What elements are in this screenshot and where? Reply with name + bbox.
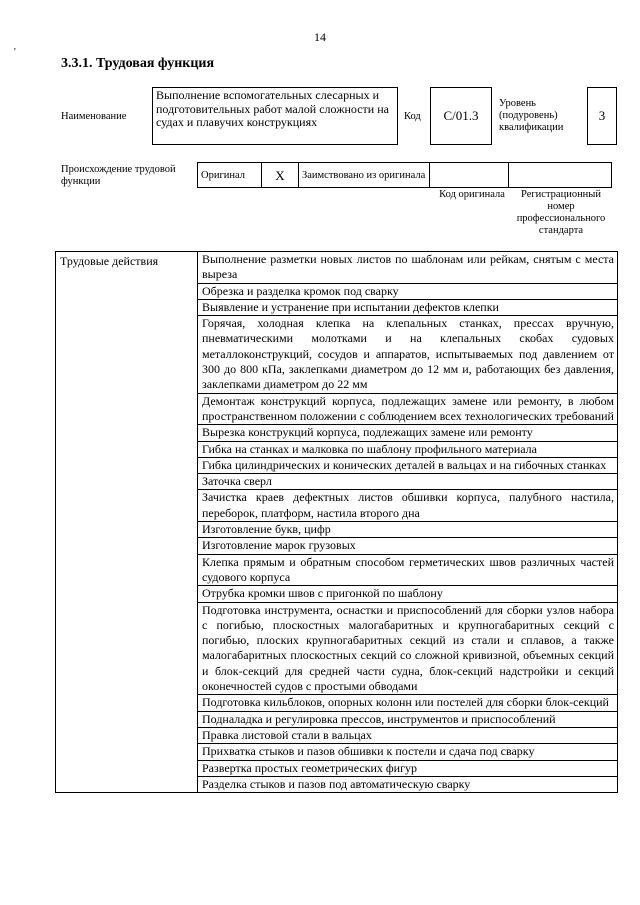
labor-action-item: Подготовка инструмента, оснастки и приспособлений для сборки узлов набора с погибью, плоскостных малогабаритных и крупногабаритных секций с погибью, плоских крупногабаритных секций из стали и сплавов, а также малогабаритных плоскостных секций со сложной кривизной, объемных секций и блок-секций для средней части судна, блок-секций надстройки и секций оконечностей судов с простыми обводами xyxy=(198,602,618,695)
labor-action-item: Изготовление марок грузовых xyxy=(198,538,618,554)
code-original-cell xyxy=(430,163,509,188)
labor-action-item: Клепка прямым и обратным способом герметических швов различных частей судового корпуса xyxy=(198,554,618,586)
labor-action-item: Подналадка и регулировка прессов, инструментов и приспособлений xyxy=(198,711,618,727)
name-label: Наименование xyxy=(61,111,127,122)
code-original-label: Код оригинала xyxy=(439,189,505,200)
labor-actions-table xyxy=(55,251,618,793)
labor-action-item: Выявление и устранение при испытании дефектов клепки xyxy=(198,299,618,315)
original-mark: X xyxy=(262,163,299,188)
corner-mark: ' xyxy=(14,47,16,58)
labor-action-item: Правка листовой стали в вальцах xyxy=(198,727,618,743)
labor-actions-label: Трудовые действия xyxy=(56,252,198,793)
labor-action-item: Обрезка и разделка кромок под сварку xyxy=(198,283,618,299)
labor-action-item: Демонтаж конструкций корпуса, подлежащих замене или ремонту, в любом пространственном положении с соблюдением всех технологических требований xyxy=(198,393,618,425)
page-number: 14 xyxy=(314,30,326,44)
labor-action-item: Заточка сверл xyxy=(198,474,618,490)
table-row xyxy=(56,252,618,284)
labor-action-item: Гибка на станках и малковка по шаблону профильного материала xyxy=(198,441,618,457)
labor-action-item: Подготовка кильблоков, опорных колонн или постелей для сборки блок-секций xyxy=(198,695,618,711)
code-value-box: C/01.3 xyxy=(430,87,492,145)
borrowed-label: Заимствовано из оригинала xyxy=(299,163,430,188)
labor-action-item: Изготовление букв, цифр xyxy=(198,522,618,538)
labor-action-item: Развертка простых геометрических фигур xyxy=(198,760,618,776)
origin-label: Происхождение трудовой функции xyxy=(61,164,176,187)
labor-action-item: Зачистка краев дефектных листов обшивки корпуса, палубного настила, переборок, платформ, настила второго дна xyxy=(198,490,618,522)
labor-action-item: Гибка цилиндрических и конических деталей в вальцах и на гибочных станках xyxy=(198,457,618,473)
labor-action-item: Горячая, холодная клепка на клепальных станках, прессах вручную, пневматическими молотками и на клепальных скобах судовых металлоконструкций, сосудов и аппаратов, испытываемых под давлением от 300 до 800 кПа, заклепками диаметром до 12 мм и, работающих без давления, заклепками диаметром до 22 мм xyxy=(198,316,618,393)
level-value-box: 3 xyxy=(587,87,617,145)
original-label: Оригинал xyxy=(198,163,262,188)
code-label: Код xyxy=(404,111,421,122)
labor-action-item: Выполнение разметки новых листов по шаблонам или рейкам, снятым с места выреза xyxy=(198,252,618,284)
labor-action-item: Отрубка кромки швов с пригонкой по шаблону xyxy=(198,586,618,602)
function-name-box: Выполнение вспомогательных слесарных и подготовительных работ малой сложности на судах и плавучих конструкциях xyxy=(152,87,398,145)
reg-number-label: Регистрационный номер профессионального стандарта xyxy=(516,189,606,236)
labor-action-item: Прихватка стыков и пазов обшивки к постели и сдача под сварку xyxy=(198,744,618,760)
labor-action-item: Разделка стыков и пазов под автоматическую сварку xyxy=(198,776,618,792)
labor-action-item: Вырезка конструкций корпуса, подлежащих замене или ремонту xyxy=(198,425,618,441)
section-title: 3.3.1. Трудовая функция xyxy=(61,56,215,71)
level-label: Уровень (подуровень) квалификации xyxy=(499,98,564,133)
reg-number-cell xyxy=(509,163,612,188)
origin-table xyxy=(197,162,612,188)
